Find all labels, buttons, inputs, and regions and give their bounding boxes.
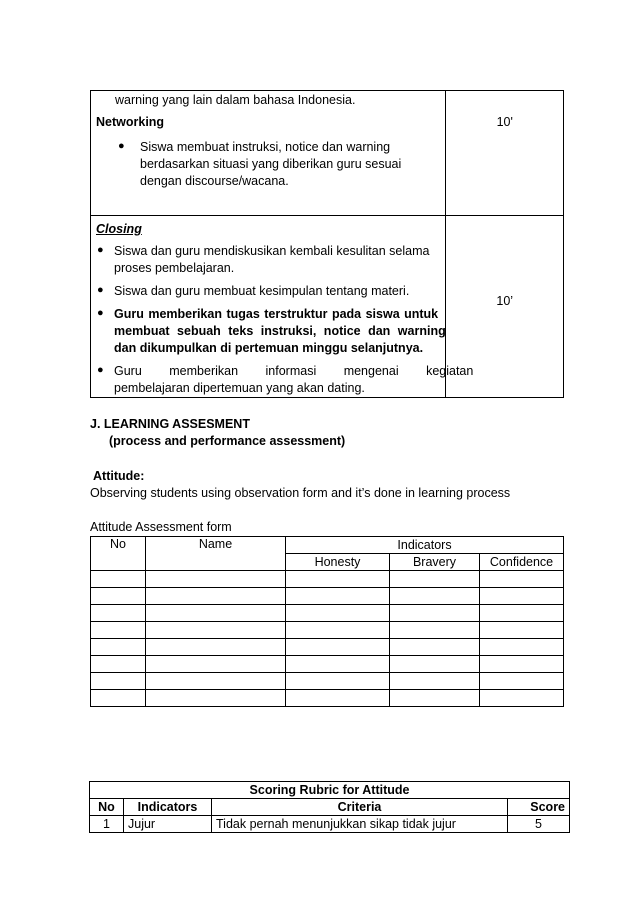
time-value: 10' — [496, 115, 513, 129]
header-confidence: Confidence — [480, 554, 564, 571]
table-row — [91, 622, 564, 639]
bullet-line: membuat sebuah teks instruksi, notice dan warning — [114, 324, 446, 338]
bullet-line: proses pembelajaran. — [114, 261, 235, 275]
activity-time-cell — [446, 91, 564, 216]
closing-heading: Closing — [96, 222, 142, 236]
bullet-line: Siswa dan guru mendiskusikan kembali kesulitan selama — [114, 244, 430, 258]
activity-description-cell — [91, 216, 474, 398]
rubric-header-score: Score — [508, 799, 570, 816]
rubric-title-row — [90, 782, 570, 799]
header-no: No — [91, 537, 146, 571]
table-row — [91, 673, 564, 690]
table-row — [91, 571, 564, 588]
rubric-cell-score: 5 — [508, 816, 570, 833]
bullet-line: Siswa dan guru membuat kesimpulan tentang materi. — [114, 284, 410, 298]
table-row — [91, 690, 564, 707]
attitude-form-title: Attitude Assessment form — [90, 520, 232, 534]
activity-row-closing — [91, 216, 564, 398]
rubric-header-indicators: Indicators — [124, 799, 212, 816]
rubric-header-criteria: Criteria — [212, 799, 508, 816]
activity-description-cell — [91, 91, 446, 216]
attitude-assessment-table — [90, 536, 564, 707]
rubric-header-no: No — [90, 799, 124, 816]
bullet-icon: ● — [97, 307, 104, 319]
bullet-icon: ● — [97, 244, 104, 256]
bullet-line: pembelajaran dipertemuan yang akan dating. — [114, 381, 365, 395]
table-row — [91, 605, 564, 622]
bullet-icon: ● — [97, 364, 104, 376]
bullet-icon: ● — [118, 140, 125, 152]
table-row — [91, 639, 564, 656]
bullet-line: Siswa membuat instruksi, notice dan warning — [140, 140, 391, 154]
rubric-cell-criteria: Tidak pernah menunjukkan sikap tidak jujur — [212, 816, 508, 833]
header-bravery: Bravery — [390, 554, 480, 571]
header-name: Name — [146, 537, 286, 571]
table-header-row — [91, 537, 564, 554]
rubric-cell-no: 1 — [90, 816, 124, 833]
bullet-line: Guru memberikan informasi mengenai kegiatan — [114, 364, 474, 378]
activities-table — [90, 90, 564, 398]
bullet-line: berdasarkan situasi yang diberikan guru sesuai — [140, 157, 402, 171]
header-indicators: Indicators — [286, 537, 564, 554]
section-j-subtitle: (process and performance assessment) — [109, 434, 346, 448]
bullet-line: dengan discourse/wacana. — [140, 174, 289, 188]
bullet-icon: ● — [97, 284, 104, 296]
activity-row-networking — [91, 91, 564, 216]
section-j-title: J. LEARNING ASSESMENT — [90, 417, 250, 431]
attitude-description: Observing students using observation form and it’s done in learning process — [90, 486, 511, 500]
table-row — [91, 656, 564, 673]
header-honesty: Honesty — [286, 554, 390, 571]
rubric-cell-indicator: Jujur — [124, 816, 212, 833]
bullet-line: Guru memberikan tugas terstruktur pada siswa untuk — [114, 307, 439, 321]
table-row — [91, 588, 564, 605]
bullet-line: dan dikumpulkan di pertemuan minggu selanjutnya. — [114, 341, 424, 355]
time-value: 10’ — [496, 293, 514, 308]
attitude-heading: Attitude: — [93, 469, 145, 483]
scoring-rubric-table — [89, 781, 570, 833]
continued-text: warning yang lain dalam bahasa Indonesia. — [115, 93, 356, 107]
networking-heading: Networking — [96, 115, 165, 129]
rubric-title: Scoring Rubric for Attitude — [90, 782, 570, 799]
table-row — [90, 816, 570, 833]
rubric-header-row — [90, 799, 570, 816]
